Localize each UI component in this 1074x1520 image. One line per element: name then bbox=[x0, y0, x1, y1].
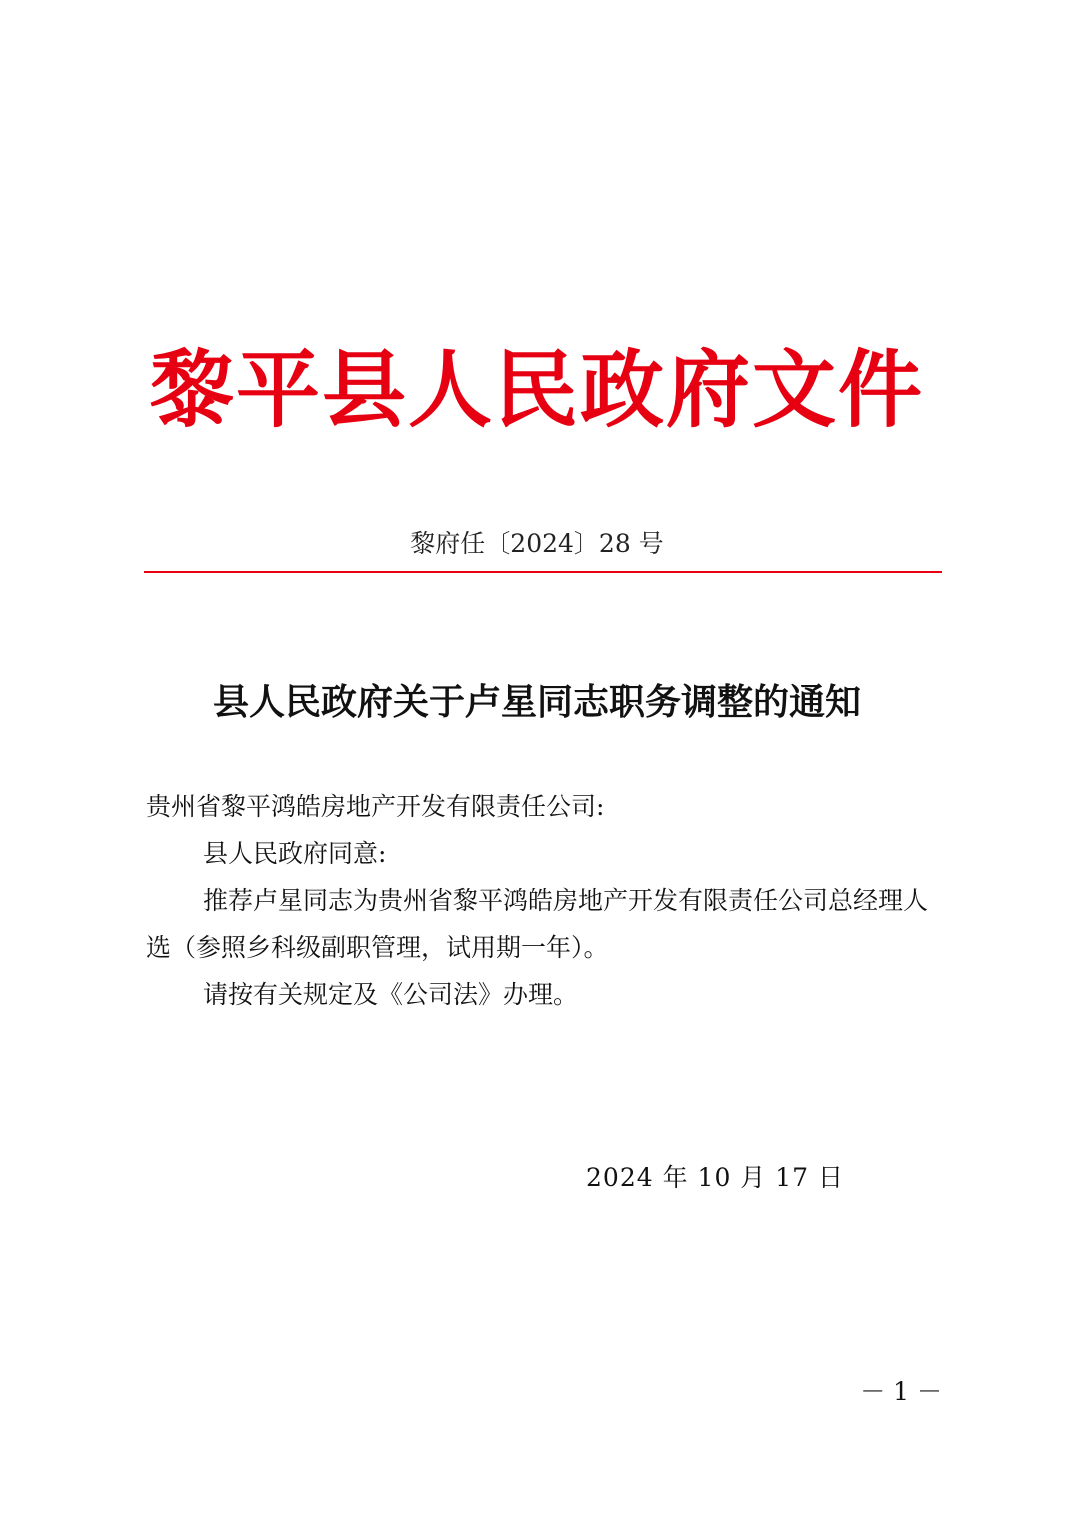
body-paragraph: 县人民政府同意: bbox=[203, 839, 387, 868]
notice-title: 县人民政府关于卢星同志职务调整的通知 bbox=[212, 681, 861, 723]
page-number: － 1 － bbox=[860, 1377, 942, 1406]
notice-body bbox=[146, 783, 942, 1018]
body-paragraph: 请按有关规定及《公司法》办理。 bbox=[203, 980, 579, 1009]
document-number: 黎府任〔2024〕28 号 bbox=[410, 529, 664, 558]
issue-date: 2024 年 10 月 17 日 bbox=[586, 1163, 844, 1192]
recipient-line: 贵州省黎平鸿皓房地产开发有限责任公司: bbox=[146, 792, 605, 821]
masthead-title: 黎平县人民政府文件 bbox=[149, 340, 924, 439]
body-paragraph: 推荐卢星同志为贵州省黎平鸿皓房地产开发有限责任公司总经理人选（参照乡科级副职管理，试用期一年）。 bbox=[146, 886, 929, 962]
red-divider-line bbox=[144, 571, 942, 573]
